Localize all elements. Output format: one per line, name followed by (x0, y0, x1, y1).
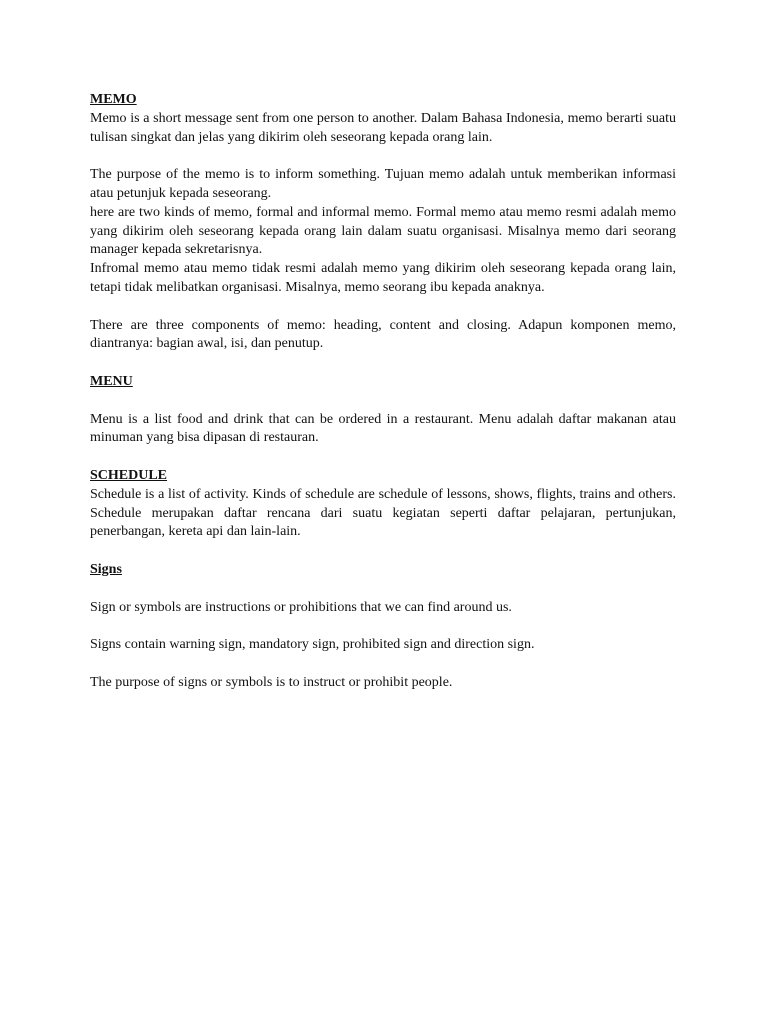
memo-heading: MEMO (90, 92, 137, 107)
spacer (90, 392, 676, 411)
schedule-definition-paragraph: Schedule is a list of activity. Kinds of schedule are schedule of lessons, shows, flights, trains and others. Schedule merupakan daftar rencana dari suatu kegiatan seperti daftar pelajaran, pertunjukan, penerbangan, kereta api dan lain-lain. (90, 486, 676, 540)
menu-definition-paragraph: Menu is a list food and drink that can be ordered in a restaurant. Menu adalah daftar makanan atau minuman yang bisa dipasan di restauran. (90, 411, 676, 446)
memo-informal-paragraph: Infromal memo atau memo tidak resmi adalah memo yang dikirim oleh seseorang kepada orang lain, tetapi tidak melibatkan organisasi. Misalnya, memo seorang ibu kepada anaknya. (90, 261, 676, 295)
memo-kinds-paragraph: here are two kinds of memo, formal and informal memo. Formal memo atau memo resmi adalah memo yang dikirim oleh seseorang kepada orang lain dalam suatu organisasi. Misalnya memo dari seorang manager kepada sekretarisnya. (90, 204, 676, 258)
spacer (90, 655, 676, 674)
spacer (90, 580, 676, 599)
signs-definition-paragraph: Sign or symbols are instructions or prohibitions that we can find around us. (90, 599, 512, 615)
schedule-heading: SCHEDULE (90, 467, 168, 483)
memo-components-paragraph: There are three components of memo: heading, content and closing. Adapun komponen memo, diantranya: bagian awal, isi, dan penutup. (90, 317, 676, 352)
spacer (90, 448, 676, 467)
spacer (90, 298, 676, 317)
memo-purpose-paragraph: The purpose of the memo is to inform something. Tujuan memo adalah untuk memberikan informasi atau petunjuk kepada seseorang. (90, 167, 676, 201)
spacer (90, 617, 676, 636)
spacer (90, 354, 676, 373)
document-page (90, 91, 676, 693)
signs-types-paragraph: Signs contain warning sign, mandatory sign, prohibited sign and direction sign. (90, 637, 535, 653)
signs-purpose-paragraph: The purpose of signs or symbols is to instruct or prohibit people. (90, 674, 453, 690)
menu-heading: MENU (90, 373, 133, 389)
memo-definition-paragraph: Memo is a short message sent from one person to another. Dalam Bahasa Indonesia, memo berarti suatu tulisan singkat dan jelas yang dikirim oleh seseorang kepada orang lain. (90, 110, 676, 145)
signs-heading: Signs (90, 561, 122, 577)
spacer (90, 542, 676, 561)
spacer (90, 147, 676, 166)
